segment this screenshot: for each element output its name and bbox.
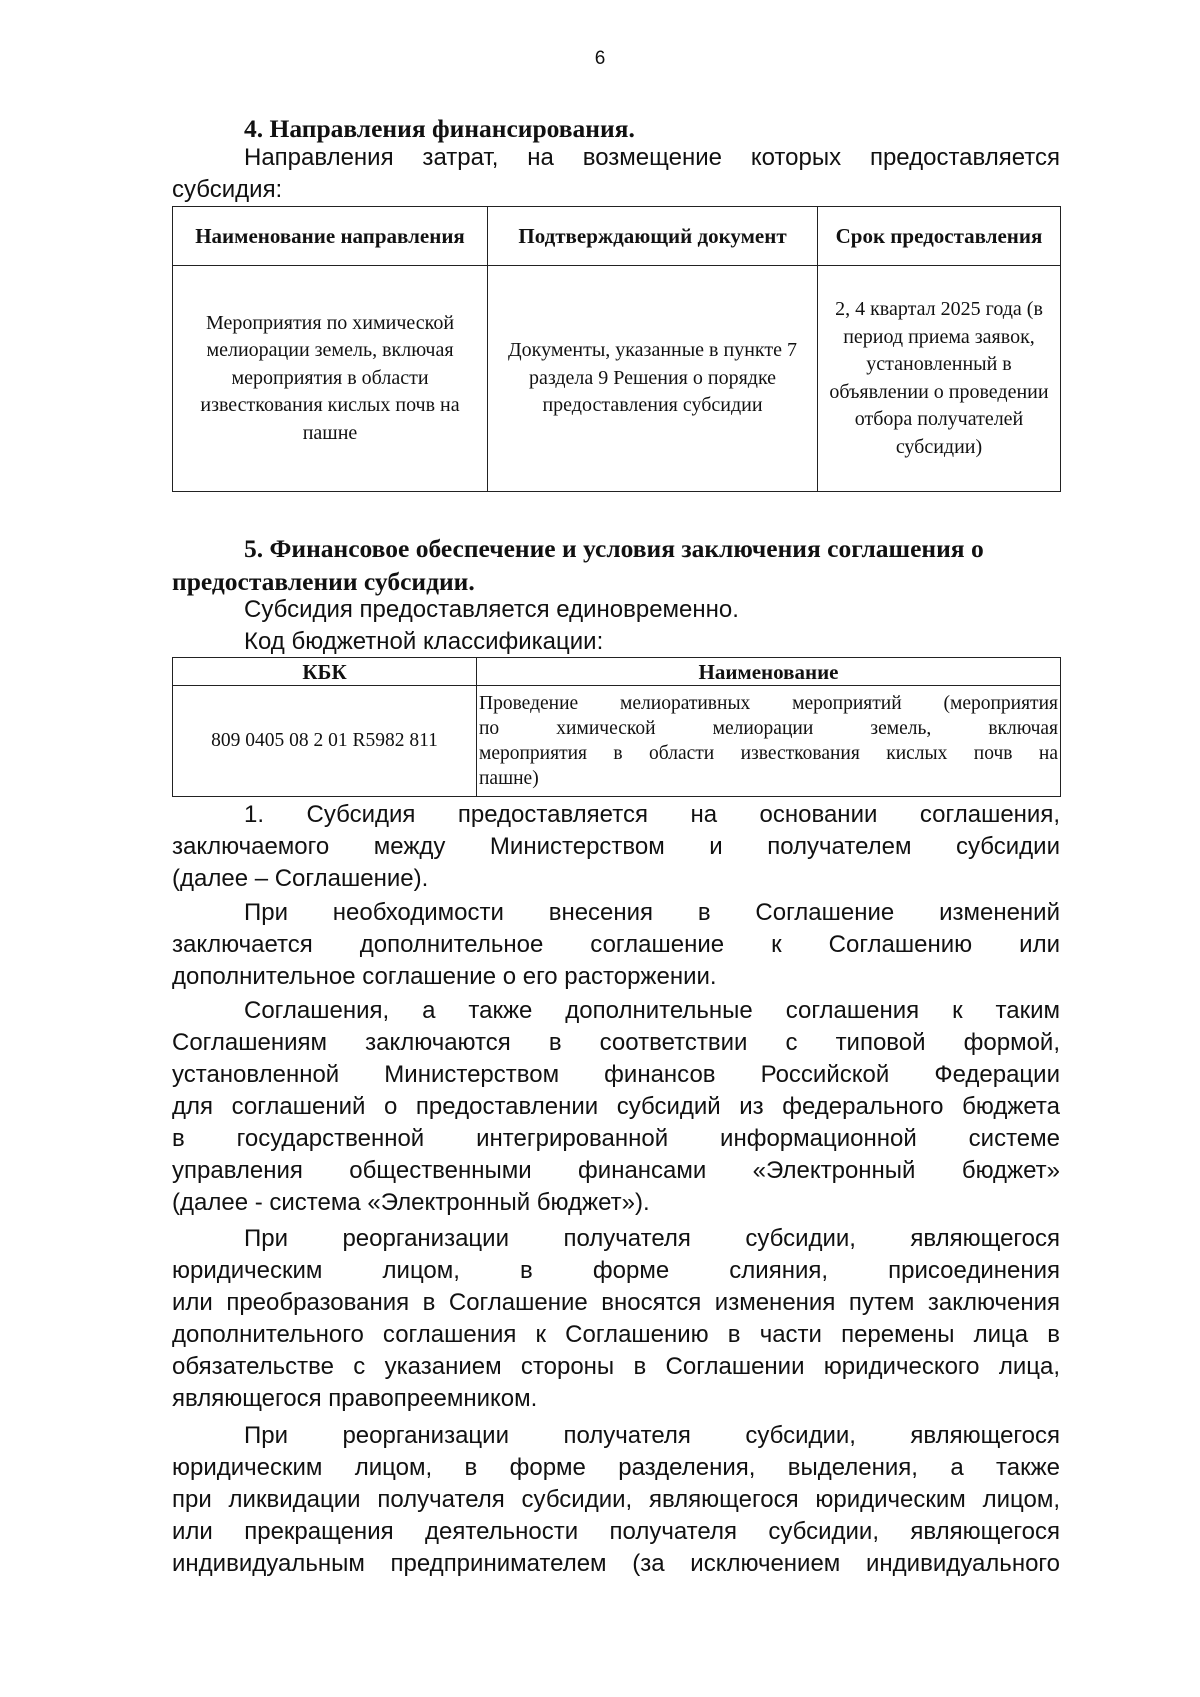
body-line: При реорганизации получателя субсидии, являющегося xyxy=(244,1225,1060,1252)
body-line: Соглашения, а также дополнительные соглашения к таким xyxy=(244,997,1060,1024)
body-line: являющегося правопреемником. xyxy=(172,1385,538,1412)
budget-classification-table xyxy=(172,657,1061,797)
header-name: Наименование xyxy=(477,658,1061,686)
page-number: 6 xyxy=(594,48,606,69)
body-line: установленной Министерством финансов Российской Федерации xyxy=(172,1061,1060,1088)
body-line: При необходимости внесения в Соглашение изменений xyxy=(244,899,1060,926)
cell-document: Документы, указанные в пункте 7 раздела 9 Решения о порядке предоставления субсидии xyxy=(488,266,818,492)
cell-kbk-code: 809 0405 08 2 01 R5982 811 xyxy=(173,686,477,797)
kbk-name-line: Проведение мелиоративных мероприятий (мероприятия xyxy=(479,693,1058,714)
body-line: или прекращения деятельности получателя субсидии, являющегося xyxy=(172,1518,1060,1545)
header-direction-name: Наименование направления xyxy=(173,207,488,266)
body-line: Соглашениям заключаются в соответствии с типовой формой, xyxy=(172,1029,1060,1056)
kbk-intro-text: Код бюджетной классификации: xyxy=(244,628,604,655)
one-time-subsidy-text: Субсидия предоставляется единовременно. xyxy=(244,596,739,623)
body-line: заключается дополнительное соглашение к Соглашению или xyxy=(172,931,1060,958)
kbk-name-line: по химической мелиорации земель, включая xyxy=(479,718,1058,739)
kbk-name-line: мероприятия в области известкования кислых почв на xyxy=(479,743,1058,764)
body-line: (далее - система «Электронный бюджет»). xyxy=(172,1189,650,1216)
body-line: (далее – Соглашение). xyxy=(172,865,429,892)
body-line: при ликвидации получателя субсидии, являющегося юридическим лицом, xyxy=(172,1486,1060,1513)
body-line: 1. Субсидия предоставляется на основании соглашения, xyxy=(244,801,1060,828)
kbk-name-line: пашне) xyxy=(479,768,539,789)
body-line: заключаемого между Министерством и получателем субсидии xyxy=(172,833,1060,860)
section-4-heading: 4. Направления финансирования. xyxy=(244,114,635,143)
body-line: обязательстве с указанием стороны в Соглашении юридического лица, xyxy=(172,1353,1060,1380)
cell-kbk-name xyxy=(477,686,1061,797)
header-confirming-document: Подтверждающий документ xyxy=(488,207,818,266)
cell-term: 2, 4 квартал 2025 года (в период приема заявок, установленный в объявлении о проведении отбора получателей субсидии) xyxy=(818,266,1061,492)
section-5-heading: 5. Финансовое обеспечение и условия заключения соглашения о предоставлении субсидии. xyxy=(172,534,984,596)
table-header-row xyxy=(173,658,1061,686)
body-line: юридическим лицом, в форме разделения, выделения, а также xyxy=(172,1454,1060,1481)
body-line: или преобразования в Соглашение вносятся изменения путем заключения xyxy=(172,1289,1060,1316)
table-row xyxy=(173,686,1061,797)
body-line: индивидуальным предпринимателем (за исключением индивидуального xyxy=(172,1550,1060,1577)
section-4-intro-line: Направления затрат, на возмещение которых предоставляется xyxy=(244,144,1060,171)
cell-direction: Мероприятия по химической мелиорации земель, включая мероприятия в области известкования кислых почв на пашне xyxy=(173,266,488,492)
header-kbk: КБК xyxy=(173,658,477,686)
funding-directions-table xyxy=(172,206,1061,492)
body-line: При реорганизации получателя субсидии, являющегося xyxy=(244,1422,1060,1449)
header-provision-term: Срок предоставления xyxy=(818,207,1061,266)
body-line: управления общественными финансами «Электронный бюджет» xyxy=(172,1157,1060,1184)
body-line: в государственной интегрированной информационной системе xyxy=(172,1125,1060,1152)
body-line: для соглашений о предоставлении субсидий из федерального бюджета xyxy=(172,1093,1060,1120)
body-line: юридическим лицом, в форме слияния, присоединения xyxy=(172,1257,1060,1284)
table-header-row xyxy=(173,207,1061,266)
section-4-intro-line: субсидия: xyxy=(172,176,283,203)
body-line: дополнительного соглашения к Соглашению в части перемены лица в xyxy=(172,1321,1060,1348)
table-row xyxy=(173,266,1061,492)
body-line: дополнительное соглашение о его расторжении. xyxy=(172,963,717,990)
